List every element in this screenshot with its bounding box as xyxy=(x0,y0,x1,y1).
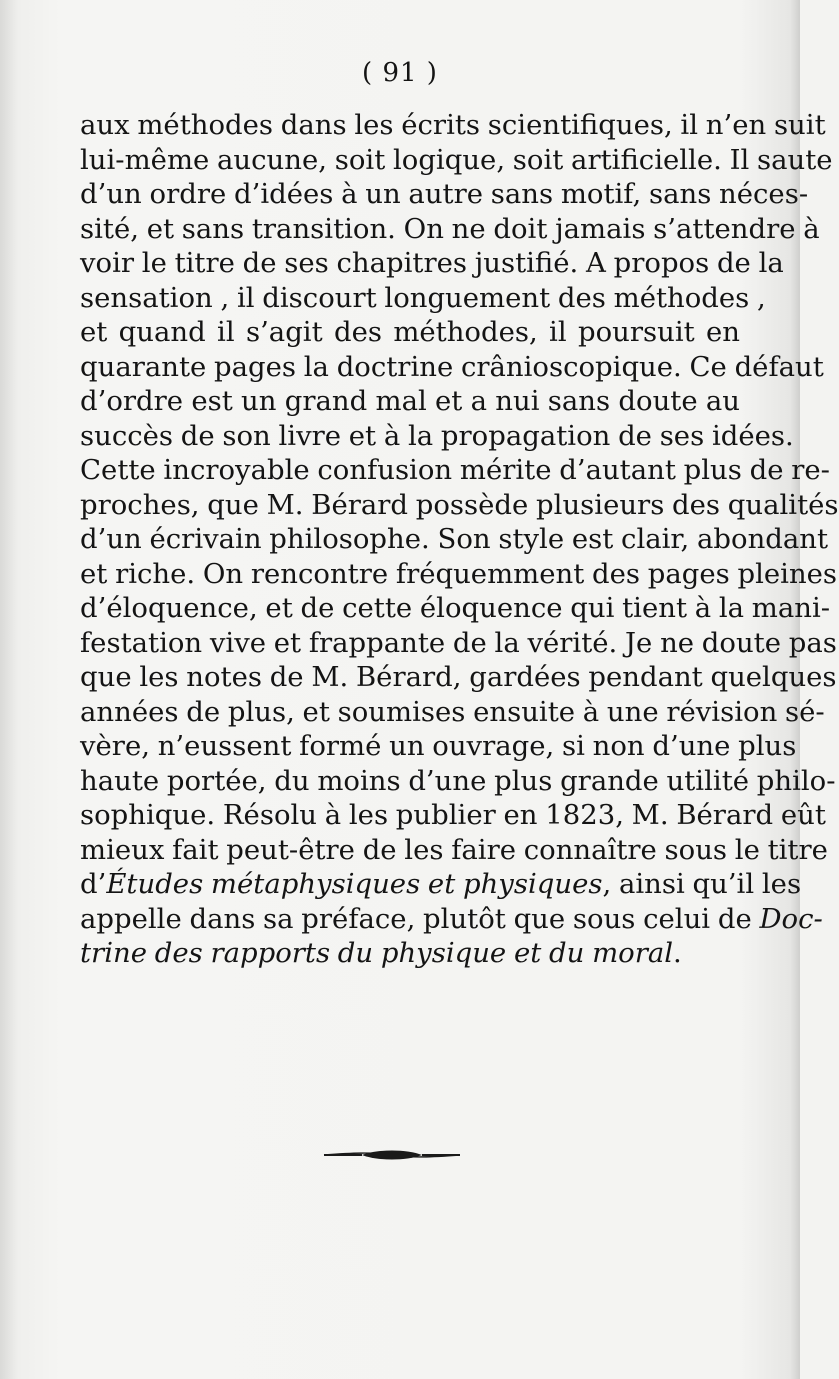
body-text xyxy=(80,108,839,971)
text-segment: , ainsi qu’il les xyxy=(602,868,802,900)
italic-title: trine des rapports du physique et du moral xyxy=(80,937,674,969)
text-line-with-title xyxy=(80,902,823,937)
text-line: succès de son livre et à la propagation de ses idées. xyxy=(80,419,794,452)
text-line: d’un écrivain philosophe. Son style est clair, abondant xyxy=(80,523,829,555)
text-line: Cette incroyable confusion mérite d’autant plus de re- xyxy=(80,454,830,486)
text-line: lui-même aucune, soit logique, soit artificielle. Il saute xyxy=(80,143,833,176)
italic-title: Études métaphysiques et physiques xyxy=(106,868,603,900)
text-segment: appelle dans sa préface, plutôt que sous celui de xyxy=(80,902,760,935)
text-line: d’éloquence, et de cette éloquence qui tient à la mani- xyxy=(80,592,831,624)
text-segment: d’ xyxy=(80,868,107,900)
text-line: mieux fait peut-être de les faire connaître sous le titre xyxy=(80,833,828,866)
text-line-with-title xyxy=(80,936,740,971)
text-line: sité, et sans transition. On ne doit jamais s’attendre à xyxy=(80,212,820,245)
text-line-with-title xyxy=(80,867,802,902)
divider-ornament xyxy=(322,1146,462,1164)
text-line: sensation , il discourt longuement des méthodes , xyxy=(80,281,766,314)
text-line: quarante pages la doctrine crânioscopique. Ce défaut xyxy=(80,350,824,383)
text-line: proches, que M. Bérard possède plusieurs des qualités xyxy=(80,488,839,521)
text-line: que les notes de M. Bérard, gardées pendant quelques xyxy=(80,661,837,693)
text-line: sophique. Résolu à les publier en 1823, M. Bérard eût xyxy=(80,799,826,831)
text-line: voir le titre de ses chapitres justifié. A propos de la xyxy=(80,247,784,279)
text-line: d’un ordre d’idées à un autre sans motif, sans néces- xyxy=(80,178,809,210)
page-number: ( 91 ) xyxy=(362,58,438,88)
text-line: d’ordre est un grand mal et a nui sans doute au xyxy=(80,385,740,417)
text-line: et quand il s’agit des méthodes, il poursuit en xyxy=(80,316,740,348)
text-line: haute portée, du moins d’une plus grande utilité philo- xyxy=(80,764,836,797)
text-line: et riche. On rencontre fréquemment des pages pleines xyxy=(80,557,838,590)
text-segment: . xyxy=(673,937,682,969)
text-line: festation vive et frappante de la vérité. Je ne doute pas xyxy=(80,626,837,659)
italic-title: Doc- xyxy=(759,902,823,935)
text-line: années de plus, et soumises ensuite à une révision sé- xyxy=(80,695,825,728)
text-line: aux méthodes dans les écrits scientifiques, il n’en suit xyxy=(80,109,826,141)
text-line: vère, n’eussent formé un ouvrage, si non d’une plus xyxy=(80,730,797,762)
